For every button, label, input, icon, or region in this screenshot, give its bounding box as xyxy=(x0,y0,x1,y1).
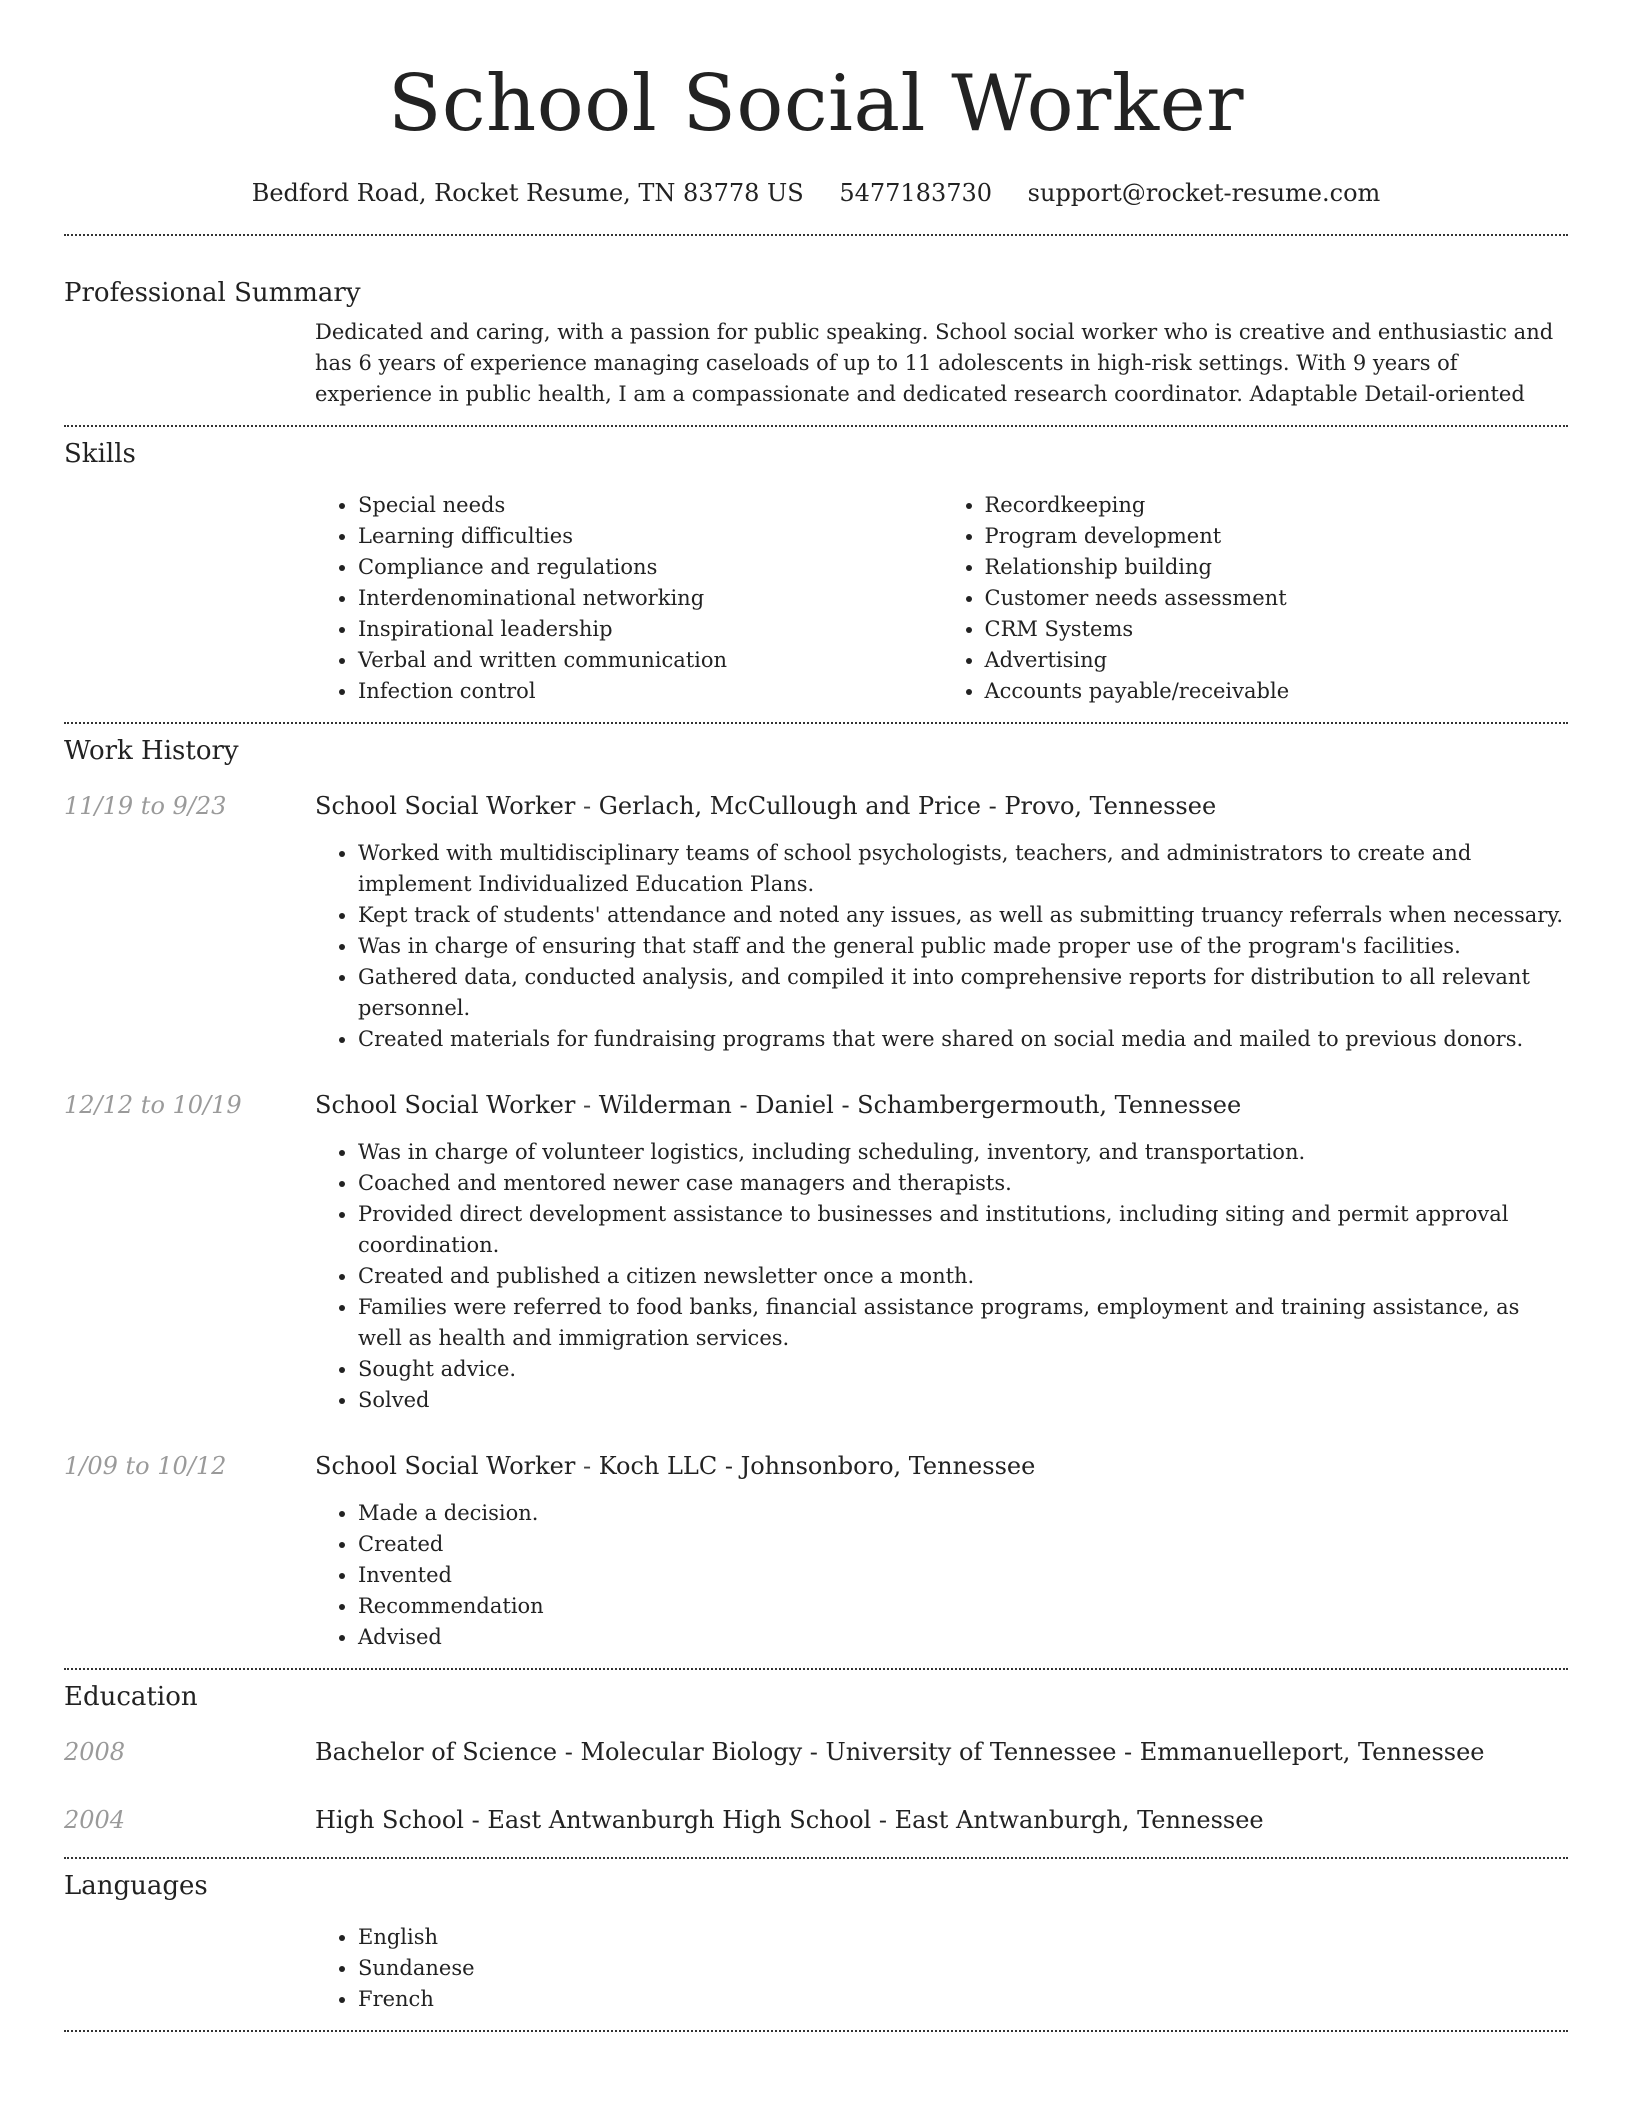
contact-email: support@rocket-resume.com xyxy=(1027,179,1381,207)
job-bullet: • Was in charge of ensuring that staff and the general public made proper use of the program's facilities. xyxy=(358,931,1568,962)
job-bullet: • Provided direct development assistance to businesses and institutions, including siting and permit approval coordination. xyxy=(358,1199,1568,1261)
skill-item: • Relationship building xyxy=(985,552,1569,583)
summary-section xyxy=(64,236,1568,410)
skills-list-left xyxy=(315,490,942,707)
work-history-title: Work History xyxy=(64,736,239,766)
education-text: High School - East Antwanburgh High School - East Antwanburgh, Tennessee xyxy=(315,1806,1264,1834)
job-bullet: • Solved xyxy=(358,1385,1568,1416)
skill-item: • Inspirational leadership xyxy=(358,614,942,645)
skill-item: • Learning difficulties xyxy=(358,521,942,552)
job-role: School Social Worker xyxy=(315,792,576,820)
contact-address: Bedford Road, Rocket Resume, TN 83778 US xyxy=(251,179,804,207)
job-entry xyxy=(64,790,1568,1055)
resume-name: School Social Worker xyxy=(387,59,1245,149)
job-role: School Social Worker xyxy=(315,1452,576,1480)
job-role: School Social Worker xyxy=(315,1091,576,1119)
language-item: • Sundanese xyxy=(358,1953,1568,1984)
summary-title: Professional Summary xyxy=(64,278,361,308)
job-bullets xyxy=(315,1498,1568,1653)
skills-title: Skills xyxy=(64,439,136,469)
job-title: School Social Worker - Gerlach, McCullough and Price - Provo, Tennessee xyxy=(315,792,1217,820)
education-title: Education xyxy=(64,1682,198,1712)
job-bullet: • Gathered data, conducted analysis, and compiled it into comprehensive reports for distribution to all relevant personnel. xyxy=(358,962,1568,1024)
skills-section xyxy=(64,427,1568,707)
job-bullets xyxy=(315,838,1568,1055)
skill-item: • Recordkeeping xyxy=(985,490,1569,521)
work-history-section xyxy=(64,724,1568,1653)
job-entry xyxy=(64,1450,1568,1653)
languages-section xyxy=(64,1859,1568,2015)
education-entry xyxy=(64,1736,1568,1768)
contact-phone: 5477183730 xyxy=(839,179,993,207)
language-item: • French xyxy=(358,1984,1568,2015)
skill-item: • Advertising xyxy=(985,645,1569,676)
education-year: 2004 xyxy=(64,1806,126,1834)
skill-item: • Interdenominational networking xyxy=(358,583,942,614)
skill-item: • Compliance and regulations xyxy=(358,552,942,583)
languages-title: Languages xyxy=(64,1871,208,1901)
divider xyxy=(64,2030,1568,2032)
job-details: Wilderman - Daniel - Schambergermouth, Tennessee xyxy=(598,1091,1242,1119)
languages-list xyxy=(315,1922,1568,2015)
job-bullet: • Worked with multidisciplinary teams of school psychologists, teachers, and administrators to create and implement Individualized Education Plans. xyxy=(358,838,1568,900)
job-bullet: • Recommendation xyxy=(358,1591,1568,1622)
skill-item: • Infection control xyxy=(358,676,942,707)
job-bullet: • Made a decision. xyxy=(358,1498,1568,1529)
job-bullet: • Families were referred to food banks, financial assistance programs, employment and training assistance, as well as health and immigration services. xyxy=(358,1292,1568,1354)
job-date: 11/19 to 9/23 xyxy=(64,792,227,820)
education-section xyxy=(64,1670,1568,1836)
skill-item: • Verbal and written communication xyxy=(358,645,942,676)
job-title: School Social Worker - Koch LLC - Johnsonboro, Tennessee xyxy=(315,1452,1036,1480)
job-bullet: • Created materials for fundraising programs that were shared on social media and mailed to previous donors. xyxy=(358,1024,1568,1055)
job-bullet: • Advised xyxy=(358,1622,1568,1653)
job-details: Koch LLC - Johnsonboro, Tennessee xyxy=(598,1452,1036,1480)
job-bullet: • Was in charge of volunteer logistics, including scheduling, inventory, and transportation. xyxy=(358,1137,1568,1168)
job-bullet: • Sought advice. xyxy=(358,1354,1568,1385)
skill-item: • CRM Systems xyxy=(985,614,1569,645)
job-entry xyxy=(64,1089,1568,1416)
job-details: Gerlach, McCullough and Price - Provo, Tennessee xyxy=(598,792,1217,820)
resume-page xyxy=(64,0,1568,2032)
language-item: • English xyxy=(358,1922,1568,1953)
contact-line xyxy=(64,177,1568,209)
job-bullet: • Created xyxy=(358,1529,1568,1560)
skill-item: • Customer needs assessment xyxy=(985,583,1569,614)
job-bullet: • Coached and mentored newer case managers and therapists. xyxy=(358,1168,1568,1199)
education-text: Bachelor of Science - Molecular Biology - University of Tennessee - Emmanuelleport, Tennessee xyxy=(315,1738,1485,1766)
job-bullets xyxy=(315,1137,1568,1416)
skills-list-right xyxy=(942,490,1569,707)
job-date: 12/12 to 10/19 xyxy=(64,1091,242,1119)
skill-item: • Program development xyxy=(985,521,1569,552)
job-title: School Social Worker - Wilderman - Daniel - Schambergermouth, Tennessee xyxy=(315,1091,1242,1119)
education-year: 2008 xyxy=(64,1738,126,1766)
skill-item: • Special needs xyxy=(358,490,942,521)
job-bullet: • Created and published a citizen newsletter once a month. xyxy=(358,1261,1568,1292)
job-bullet: • Kept track of students' attendance and noted any issues, as well as submitting truancy referrals when necessary. xyxy=(358,900,1568,931)
education-entry xyxy=(64,1804,1568,1836)
summary-text: Dedicated and caring, with a passion for public speaking. School social worker who is creative and enthusiastic and has 6 years of experience managing caseloads of up to 11 adolescents in high-risk settings. With 9 years of experience in public health, I am a compassionate and dedicated research coordinator. Adaptable Detail-oriented xyxy=(315,320,1554,406)
skill-item: • Accounts payable/receivable xyxy=(985,676,1569,707)
job-date: 1/09 to 10/12 xyxy=(64,1452,227,1480)
job-bullet: • Invented xyxy=(358,1560,1568,1591)
